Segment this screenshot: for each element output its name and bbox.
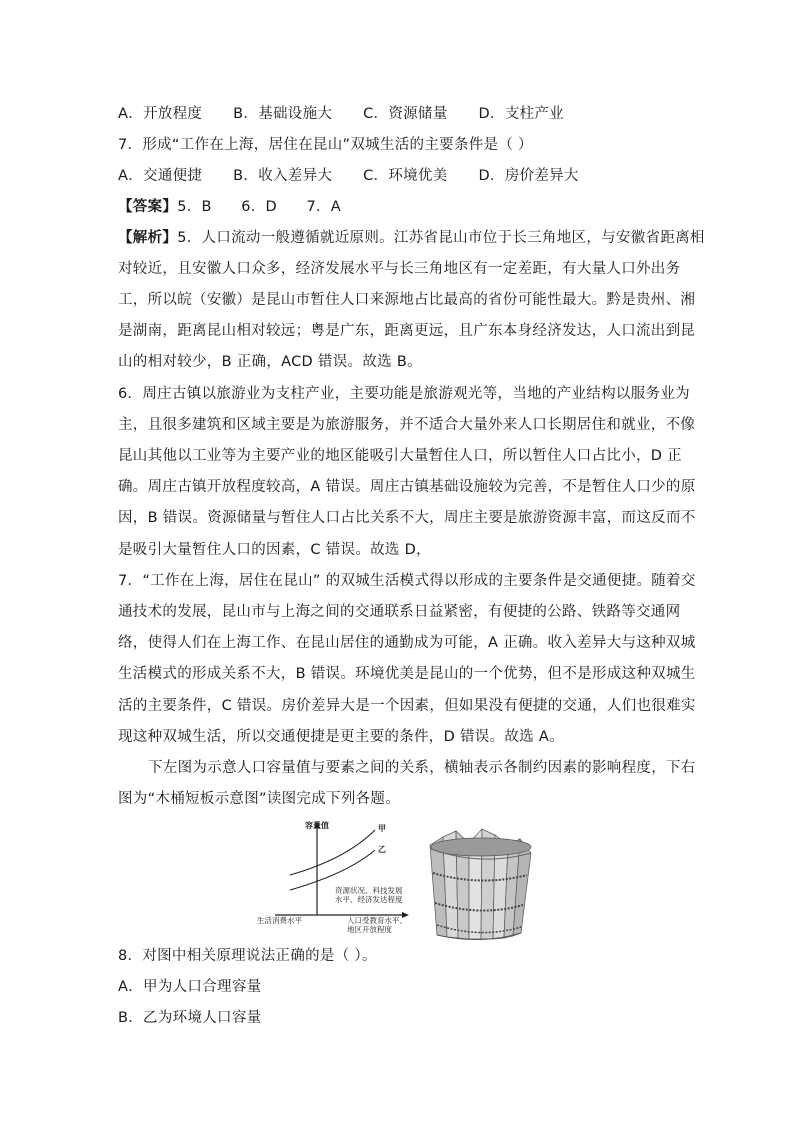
q7-option-d: D．房价差异大 — [478, 168, 579, 184]
analysis-line: 确。周庄古镇开放程度较高，A 错误。周庄古镇基础设施较为完善，不是暂住人口少的原 — [118, 479, 696, 495]
answer-line — [118, 197, 341, 217]
answer-label: 【答案】 — [118, 199, 178, 215]
analysis-line: 现这种双城生活，所以交通便捷是更主要的条件，D 错误。故选 A。 — [118, 729, 564, 745]
answer-text: 5．B 6．D 7．A — [177, 199, 342, 215]
wooden-barrel-icon — [430, 829, 531, 940]
analysis-line: 6．周庄古镇以旅游业为支柱产业，主要功能是旅游观光等，当地的产业结构以服务业为 — [118, 386, 690, 402]
intro-line: 图为“木桶短板示意图”读图完成下列各题。 — [118, 791, 401, 807]
factor-label-1a: 资源状况、科技发展 — [335, 886, 403, 895]
analysis-line: 生活模式的形成关系不大，B 错误。环境优美是昆山的一个优势，但不是形成这种双城生 — [118, 666, 696, 682]
q7-option-c: C．环境优美 — [363, 168, 448, 184]
curve-yi — [290, 850, 375, 890]
figure — [255, 815, 555, 945]
analysis-line: 络，使得人们在上海工作、在昆山居住的通勤成为可能，A 正确。收入差异大与这种双城 — [118, 635, 696, 651]
q6-options — [118, 104, 590, 124]
analysis-line: 通技术的发展，昆山市与上海之间的交通联系日益紧密，有便捷的公路、铁路等交通网 — [118, 604, 681, 620]
curve-jia — [290, 830, 375, 875]
y-axis-label: 容量值 — [305, 820, 329, 830]
factor-label-2b: 地区开放程度 — [347, 925, 392, 934]
analysis-line: 7．“工作在上海，居住在昆山” 的双城生活模式得以形成的主要条件是交通便捷。随着交 — [118, 573, 696, 589]
q7-options — [118, 166, 605, 186]
q6-option-b: B．基础设施大 — [233, 106, 333, 122]
q6-option-a: A．开放程度 — [118, 106, 203, 122]
factor-label-1b: 水平、经济发达程度 — [335, 895, 403, 904]
intro-line: 下左图为示意人口容量值与要素之间的关系，横轴表示各制约因素的影响程度，下右 — [148, 760, 696, 776]
analysis-line: 昆山其他以工业等为主要产业的地区能吸引大量暂住人口，所以暂住人口占比小，D 正 — [118, 448, 682, 464]
analysis-line: 山的相对较少，B 正确，ACD 错误。故选 B。 — [118, 354, 422, 370]
population-capacity-graph — [255, 815, 555, 945]
q8-option-b: B．乙为环境人口容量 — [118, 1010, 262, 1026]
curve-label-jia: 甲 — [378, 823, 386, 833]
analysis-line: 因，B 错误。资源储量与暂住人口占比关系不大，周庄主要是旅游资源丰富，而这反而不 — [118, 510, 696, 526]
q6-option-d: D．支柱产业 — [478, 106, 564, 122]
q8-stem: 8．对图中相关原理说法正确的是（ ）。 — [118, 948, 377, 964]
q6-option-c: C．资源储量 — [363, 106, 448, 122]
factor-label-2a: 人口受教育水平、 — [347, 916, 407, 925]
q7-option-b: B．收入差异大 — [233, 168, 333, 184]
q7-stem: 7．形成“工作在上海，居住在昆山”双城生活的主要条件是（ ） — [118, 137, 533, 153]
curve-label-yi: 乙 — [378, 844, 386, 854]
analysis-line: 主，且很多建筑和区域主要是为旅游服务，并不适合大量外来人口长期居住和就业，不像 — [118, 417, 696, 433]
analysis-text: 5．人口流动一般遵循就近原则。江苏省昆山市位于长三角地区，与安徽省距离相 — [177, 230, 705, 246]
analysis-line: 工，所以皖（安徽）是昆山市暂住人口来源地占比最高的省份可能性最大。黔是贵州、湘 — [118, 292, 696, 308]
q7-option-a: A．交通便捷 — [118, 168, 203, 184]
analysis-line: 是湖南，距离昆山相对较远；粤是广东，距离更远，且广东本身经济发达，人口流出到昆 — [118, 323, 696, 339]
analysis-line: 活的主要条件，C 错误。房价差异大是一个因素，但如果没有便捷的交通，人们也很难实 — [118, 698, 696, 714]
x-axis-label: 生活消费水平 — [257, 916, 302, 925]
q8-option-a: A．甲为人口合理容量 — [118, 979, 262, 995]
analysis-label: 【解析】 — [118, 230, 178, 246]
analysis-line: 对较近，且安徽人口众多，经济发展水平与长三角地区有一定差距，有大量人口外出务 — [118, 261, 681, 277]
analysis-line: 是吸引大量暂住人口的因素，C 错误。故选 D， — [118, 542, 431, 558]
analysis-line — [118, 228, 705, 248]
